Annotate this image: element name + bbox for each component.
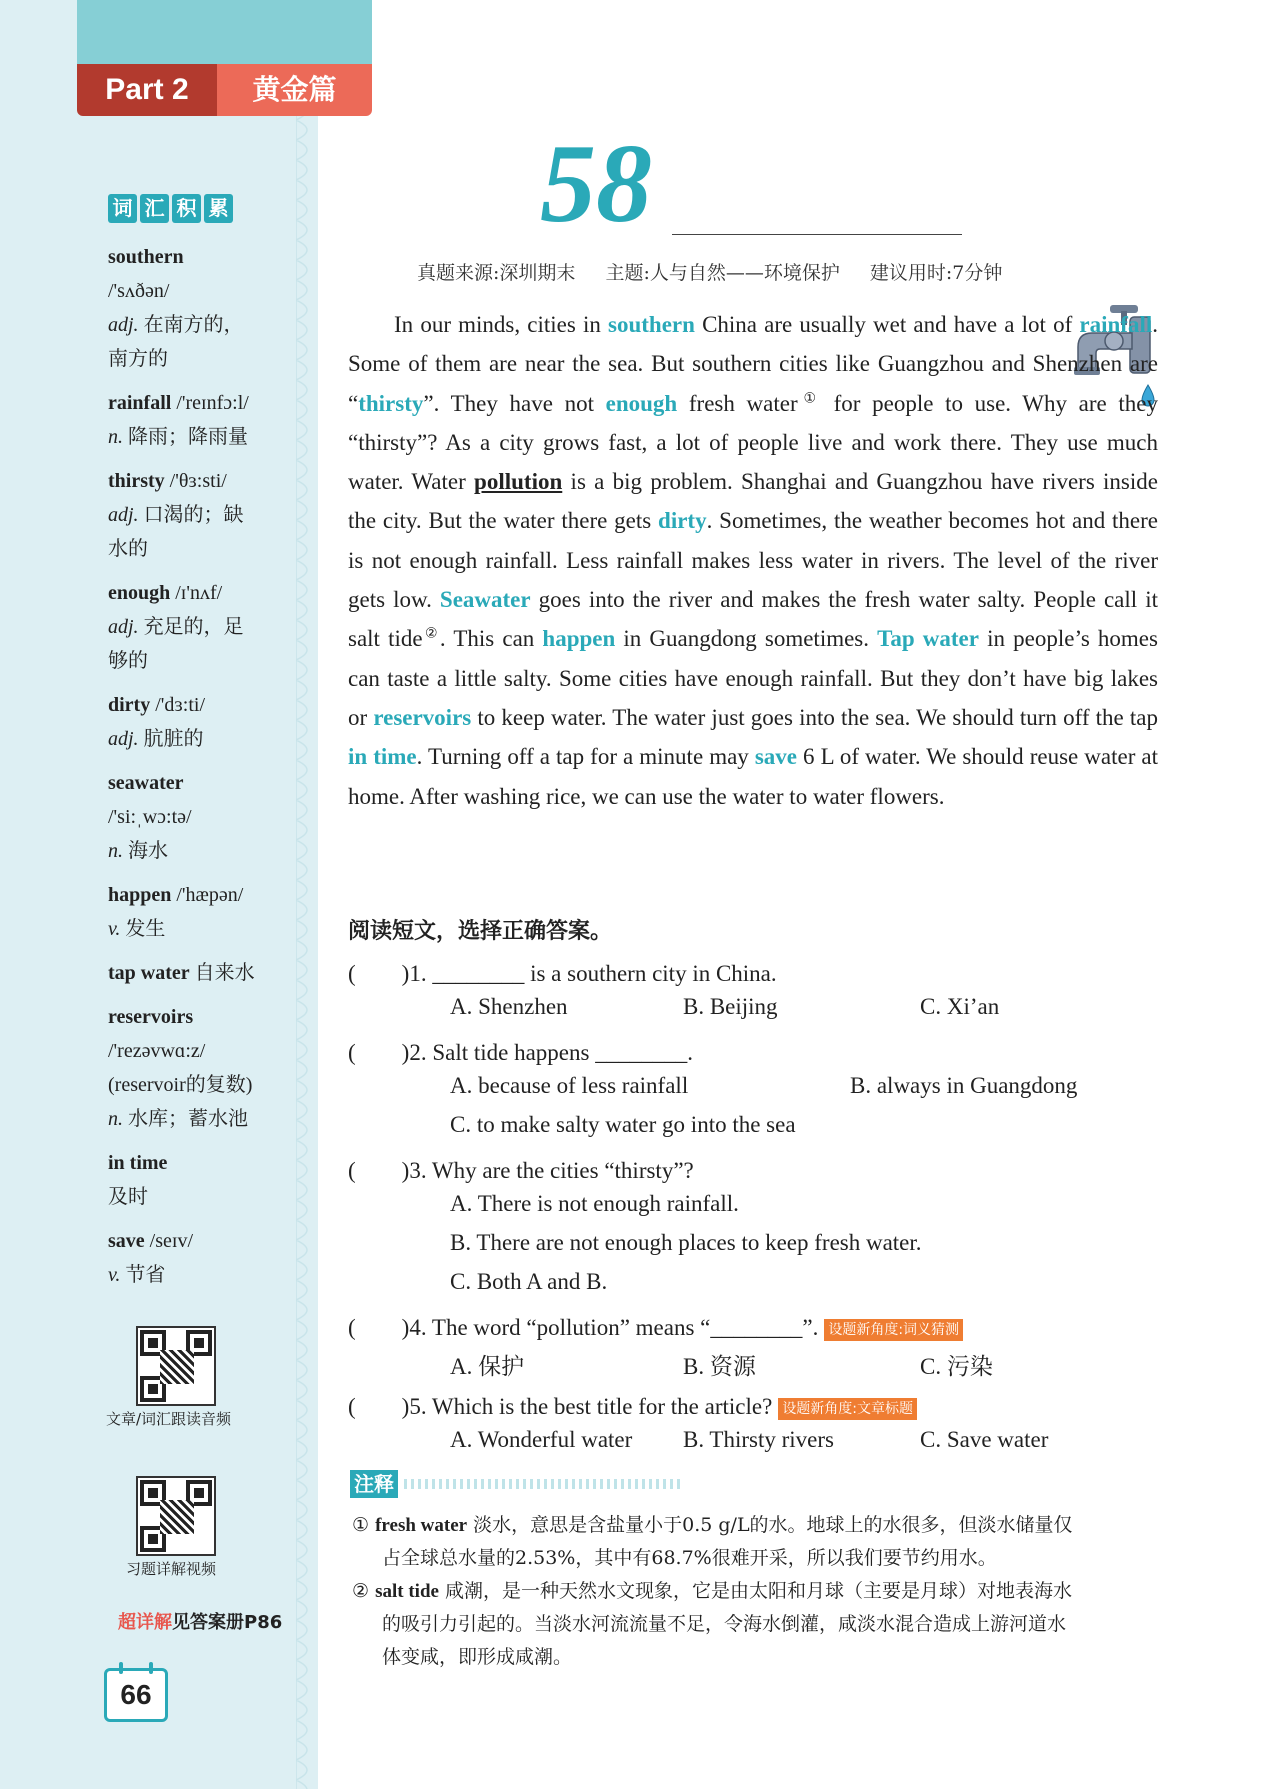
vocab-line bbox=[108, 342, 308, 376]
vocab-meaning: 肮脏的 bbox=[143, 728, 204, 750]
question-2-stem: ( )2. Salt tide happens ________. bbox=[348, 1040, 693, 1065]
vocab-entry bbox=[108, 766, 308, 868]
question-3-option-b[interactable]: B. There are not enough places to keep fresh water. bbox=[450, 1230, 922, 1255]
vocab-list bbox=[108, 240, 308, 1302]
keyword: thirsty bbox=[358, 390, 424, 416]
vocab-word: thirsty bbox=[108, 470, 165, 492]
vocab-line bbox=[108, 722, 308, 756]
part-label: Part 2 bbox=[77, 64, 217, 116]
vocab-phonetic: /'reɪnfɔ:l/ bbox=[171, 392, 249, 414]
vocab-phonetic: /'hæpən/ bbox=[171, 884, 244, 906]
vocab-line bbox=[108, 386, 308, 420]
question-3-option-c[interactable]: C. Both A and B. bbox=[450, 1269, 608, 1294]
vocab-meaning: 海水 bbox=[128, 840, 168, 862]
answer-ref-text: 见答案册P86 bbox=[172, 1612, 283, 1633]
question-instruction: 阅读短文，选择正确答案。 bbox=[348, 919, 613, 944]
vocab-meaning: 及时 bbox=[108, 1186, 148, 1208]
note-2-term: salt tide bbox=[375, 1581, 439, 1602]
keyword: reservoirs bbox=[373, 704, 472, 730]
vocab-meaning: 水库；蓄水池 bbox=[128, 1108, 248, 1130]
vocab-word: tap water bbox=[108, 962, 190, 984]
vocab-word: save bbox=[108, 1230, 145, 1252]
vocab-pos: n. bbox=[108, 1108, 123, 1130]
vocab-meaning: 降雨；降雨量 bbox=[128, 426, 248, 448]
reading-passage: In our minds, cities in southern China are usually wet and have a lot of rainfall. Some of them are near the sea. But southern cities like Guangzhou and Shenzhen are “thirsty”. They have not enough fresh water① for people to use. Why are they “thirsty”? As a city grows fast, a lot of people live and work there. They use much water. Water pollution is a big problem. Shanghai and Guangzhou have rivers inside the city. But the water there gets dirty. Sometimes, the weather becomes hot and there is not enough rainfall. Less rainfall makes less water in rivers. The level of the river gets low. Seawater goes into the river and makes the fresh water salty. People call it salt tide②. This can happen in Guangdong sometimes. Tap water in people’s homes can taste a little salty. Some cities have enough rainfall. But they don’t have big lakes or reservoirs to keep water. The water just goes into the sea. We should turn off the tap in time. Turning off a tap for a minute may save 6 L of water. We should reuse water at home. After washing rice, we can use the water to water flowers. bbox=[348, 312, 1159, 809]
vocab-line bbox=[108, 240, 308, 274]
vocab-meaning: 南方的 bbox=[108, 348, 168, 370]
vocab-pos: v. bbox=[108, 918, 121, 940]
keyword: save bbox=[754, 744, 798, 770]
question-5-option-b[interactable]: B. Thirsty rivers bbox=[683, 1427, 834, 1452]
vocab-pos: adj. bbox=[108, 616, 139, 638]
vocab-word: enough bbox=[108, 582, 171, 604]
vocab-phonetic: /seɪv/ bbox=[144, 1230, 194, 1252]
footnote-marker: ① bbox=[797, 390, 822, 406]
vocab-entry bbox=[108, 576, 308, 678]
note-2-marker: ② bbox=[352, 1580, 370, 1602]
notes-header bbox=[350, 1470, 684, 1498]
question-1-option-a[interactable]: A. Shenzhen bbox=[450, 994, 568, 1019]
vocab-line bbox=[108, 1068, 308, 1102]
keyword: happen bbox=[542, 626, 616, 652]
question-tag: 设题新角度:词义猜测 bbox=[824, 1319, 963, 1341]
vocab-line bbox=[108, 956, 308, 990]
vocab-line bbox=[108, 1180, 308, 1214]
notes-label: 注释 bbox=[350, 1470, 398, 1498]
vocab-line bbox=[108, 834, 308, 868]
note-1-term: fresh water bbox=[375, 1515, 468, 1536]
vocab-meaning: 水的 bbox=[108, 538, 148, 560]
vocab-title-char: 累 bbox=[204, 194, 233, 223]
title-blank-line bbox=[672, 234, 962, 235]
vocab-line bbox=[108, 766, 308, 800]
keyword: rainfall bbox=[1079, 312, 1153, 337]
vocab-entry bbox=[108, 386, 308, 454]
question-5 bbox=[348, 1388, 917, 1421]
vocab-title-char: 积 bbox=[172, 194, 201, 223]
meta-theme: 主题:人与自然——环境保护 bbox=[605, 262, 840, 284]
qr-caption-video: 习题详解视频 bbox=[126, 1560, 217, 1578]
vocab-entry bbox=[108, 464, 308, 566]
vocab-entry bbox=[108, 240, 308, 376]
meta-time: 建议用时:7分钟 bbox=[869, 262, 1003, 284]
vocab-meaning: 充足的，足 bbox=[143, 616, 244, 638]
vocab-line bbox=[108, 1258, 308, 1292]
vocab-line bbox=[108, 1224, 308, 1258]
question-4-stem: ( )4. The word “pollution” means “________”. bbox=[348, 1315, 819, 1340]
meta-info bbox=[417, 258, 1026, 285]
vocab-word: happen bbox=[108, 884, 172, 906]
question-2-option-a[interactable]: A. because of less rainfall bbox=[450, 1073, 689, 1098]
vocab-meaning: 口渴的；缺 bbox=[143, 504, 244, 526]
vocab-meaning: 在南方的， bbox=[143, 314, 244, 336]
vocab-phonetic: /ɪ'nʌf/ bbox=[170, 582, 223, 604]
vocab-entry bbox=[108, 688, 308, 756]
vocab-title bbox=[108, 194, 233, 223]
answer-ref-highlight: 超详解 bbox=[118, 1612, 172, 1633]
vocab-line bbox=[108, 576, 308, 610]
question-4-option-a[interactable]: A. 保护 bbox=[450, 1354, 525, 1379]
vocab-line bbox=[108, 274, 308, 308]
question-5-stem: ( )5. Which is the best title for the article? bbox=[348, 1394, 773, 1419]
vocab-word: southern bbox=[108, 246, 184, 268]
vocab-entry bbox=[108, 878, 308, 946]
qr-code-audio[interactable] bbox=[136, 1326, 216, 1406]
question-1-stem: ( )1. ________ is a southern city in China. bbox=[348, 961, 777, 986]
vocab-line bbox=[108, 498, 308, 532]
vocab-word: dirty bbox=[108, 694, 151, 716]
qr-caption-audio: 文章/词汇跟读音频 bbox=[106, 1410, 232, 1428]
vocab-line bbox=[108, 912, 308, 946]
vocab-word: in time bbox=[108, 1152, 168, 1174]
vocab-line bbox=[108, 1102, 308, 1136]
question-4 bbox=[348, 1309, 963, 1342]
question-1-option-c[interactable]: C. Xi’an bbox=[920, 994, 1000, 1019]
meta-source: 真题来源:深圳期末 bbox=[417, 262, 576, 284]
question-4-option-c[interactable]: C. 污染 bbox=[920, 1354, 993, 1379]
vocab-line bbox=[108, 420, 308, 454]
keyword: in time bbox=[348, 744, 417, 770]
note-2: ② salt tide 咸潮，是一种天然水文现象，它是由太阳和月球（主要是月球）对地表海水 的吸引力引起的。当淡水河流流量不足，令海水倒灌，咸淡水混合造成上游河道水 体变咸，即形成咸潮。 bbox=[352, 1580, 1072, 1668]
vocab-word: rainfall bbox=[108, 392, 172, 414]
keyword: Seawater bbox=[439, 587, 531, 613]
vocab-line bbox=[108, 464, 308, 498]
vocab-line bbox=[108, 610, 308, 644]
vocab-line bbox=[108, 532, 308, 566]
vocab-line bbox=[108, 688, 308, 722]
vocab-pos: v. bbox=[108, 1264, 121, 1286]
vocab-entry bbox=[108, 1146, 308, 1214]
footnote-marker: ② bbox=[422, 626, 440, 642]
qr-code-video[interactable] bbox=[136, 1476, 216, 1556]
keyword: enough bbox=[605, 390, 678, 416]
question-3-stem: ( )3. Why are the cities “thirsty”? bbox=[348, 1158, 694, 1183]
vocab-meaning: 发生 bbox=[125, 918, 166, 940]
vocab-line bbox=[108, 308, 308, 342]
vocab-pos: n. bbox=[108, 840, 123, 862]
keyword-underlined: pollution bbox=[474, 469, 563, 495]
vocab-pos: adj. bbox=[108, 504, 139, 526]
answer-reference bbox=[118, 1608, 282, 1634]
part-header-band bbox=[77, 0, 372, 64]
vocab-line bbox=[108, 878, 308, 912]
vocab-meaning: 节省 bbox=[125, 1264, 166, 1286]
question-tag: 设题新角度:文章标题 bbox=[778, 1398, 917, 1420]
vocab-meaning: (reservoir的复数) bbox=[108, 1074, 253, 1096]
vocab-pos: n. bbox=[108, 426, 123, 448]
keyword: southern bbox=[608, 312, 695, 337]
question-5-option-a[interactable]: A. Wonderful water bbox=[450, 1427, 633, 1452]
vocab-line bbox=[108, 800, 308, 834]
vocab-meaning: 够的 bbox=[108, 650, 148, 672]
vocab-word: reservoirs bbox=[108, 1006, 194, 1028]
vocab-phonetic: /'si:ˌwɔ:tə/ bbox=[108, 806, 192, 828]
vocab-pos: adj. bbox=[108, 728, 139, 750]
vocab-title-char: 词 bbox=[108, 194, 137, 223]
vocab-entry bbox=[108, 1224, 308, 1292]
vocab-line bbox=[108, 1034, 308, 1068]
page-number: 66 bbox=[104, 1668, 168, 1722]
question-3-option-a[interactable]: A. There is not enough rainfall. bbox=[450, 1191, 739, 1216]
vocab-meaning: 自来水 bbox=[189, 962, 255, 984]
keyword: dirty bbox=[658, 508, 707, 534]
vocab-word: seawater bbox=[108, 772, 184, 794]
question-4-option-b[interactable]: B. 资源 bbox=[683, 1354, 756, 1379]
unit-number: 58 bbox=[540, 122, 652, 246]
question-2-option-b[interactable]: B. always in Guangdong bbox=[850, 1073, 1078, 1098]
vocab-line bbox=[108, 644, 308, 678]
vocab-pos: adj. bbox=[108, 314, 139, 336]
question-2-option-c[interactable]: C. to make salty water go into the sea bbox=[450, 1112, 796, 1137]
note-1: ① fresh water 淡水，意思是含盐量小于0.5 g/L的水。地球上的水很多，但淡水储量仅 占全球总水量的2.53%，其中有68.7%很难开采，所以我们要节约用水。 bbox=[352, 1514, 1073, 1569]
question-1-option-b[interactable]: B. Beijing bbox=[683, 994, 778, 1019]
part-section-name: 黄金篇 bbox=[217, 64, 372, 116]
vocab-phonetic: /'θɜ:sti/ bbox=[164, 470, 227, 492]
vocab-phonetic: /'rezəvwɑ:z/ bbox=[108, 1040, 206, 1062]
vocab-phonetic: /'dɜ:ti/ bbox=[150, 694, 206, 716]
question-5-option-c[interactable]: C. Save water bbox=[920, 1427, 1049, 1452]
vocab-line bbox=[108, 1000, 308, 1034]
note-1-marker: ① bbox=[352, 1514, 370, 1536]
vocab-entry bbox=[108, 956, 308, 990]
keyword: Tap water bbox=[877, 626, 979, 652]
vocab-line bbox=[108, 1146, 308, 1180]
vocab-title-char: 汇 bbox=[140, 194, 169, 223]
vocab-phonetic: /'sʌðən/ bbox=[108, 280, 170, 302]
notes-divider bbox=[404, 1479, 684, 1489]
vocab-entry bbox=[108, 1000, 308, 1136]
